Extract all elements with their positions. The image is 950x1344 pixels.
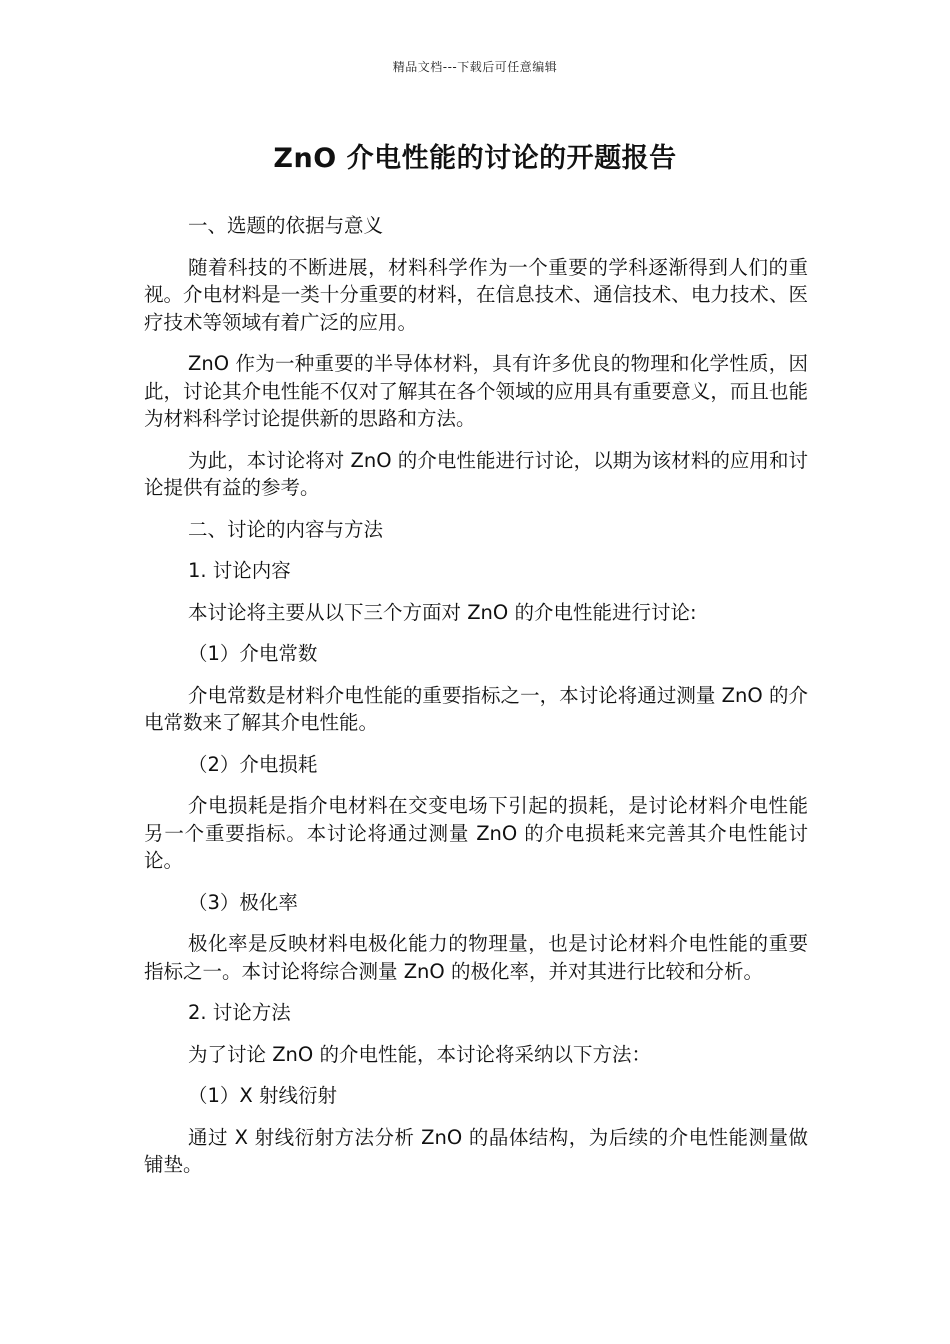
subsection-heading-method: 2. 讨论方法	[188, 1001, 291, 1024]
document-title: ZnO 介电性能的讨论的开题报告	[273, 143, 677, 174]
section-heading-2: 二、讨论的内容与方法	[188, 517, 384, 541]
method-intro: 为了讨论 ZnO 的介电性能，本讨论将采纳以下方法：	[188, 1042, 651, 1066]
item-heading-dielectric-constant: （1）介电常数	[188, 642, 318, 665]
item-heading-dielectric-loss: （2）介电损耗	[188, 752, 318, 776]
document-body	[144, 212, 808, 1193]
paragraph: 极化率是反映材料电极化能力的物理量，也是讨论材料介电性能的重要指标之一。本讨论将综合测量 ZnO 的极化率，并对其进行比较和分析。	[144, 932, 808, 983]
item-heading-polarizability: （3）极化率	[188, 890, 298, 914]
content-intro: 本讨论将主要从以下三个方面对 ZnO 的介电性能进行讨论:	[188, 600, 697, 624]
header-note: 精品文档---下载后可任意编辑	[392, 60, 558, 74]
paragraph: 为此，本讨论将对 ZnO 的介电性能进行讨论，以期为该材料的应用和讨论提供有益的参考。	[144, 448, 808, 499]
paragraph: 介电常数是材料介电性能的重要指标之一，本讨论将通过测量 ZnO 的介电常数来了解其介电性能。	[144, 683, 808, 734]
item-heading-xrd: （1）X 射线衍射	[188, 1084, 337, 1107]
paragraph: 随着科技的不断进展，材料科学作为一个重要的学科逐渐得到人们的重视。介电材料是一类十分重要的材料，在信息技术、通信技术、电力技术、医疗技术等领域有着广泛的应用。	[144, 255, 808, 334]
section-heading-1: 一、选题的依据与意义	[188, 214, 384, 237]
paragraph: 通过 X 射线衍射方法分析 ZnO 的晶体结构，为后续的介电性能测量做铺垫。	[144, 1125, 808, 1176]
subsection-heading-content: 1. 讨论内容	[188, 559, 291, 582]
paragraph: ZnO 作为一种重要的半导体材料，具有许多优良的物理和化学性质，因此，讨论其介电性能不仅对了解其在各个领域的应用具有重要意义，而且也能为材料科学讨论提供新的思路和方法。	[144, 352, 808, 430]
paragraph: 介电损耗是指介电材料在交变电场下引起的损耗，是讨论材料介电性能另一个重要指标。本讨论将通过测量 ZnO 的介电损耗来完善其介电性能讨论。	[144, 794, 808, 872]
